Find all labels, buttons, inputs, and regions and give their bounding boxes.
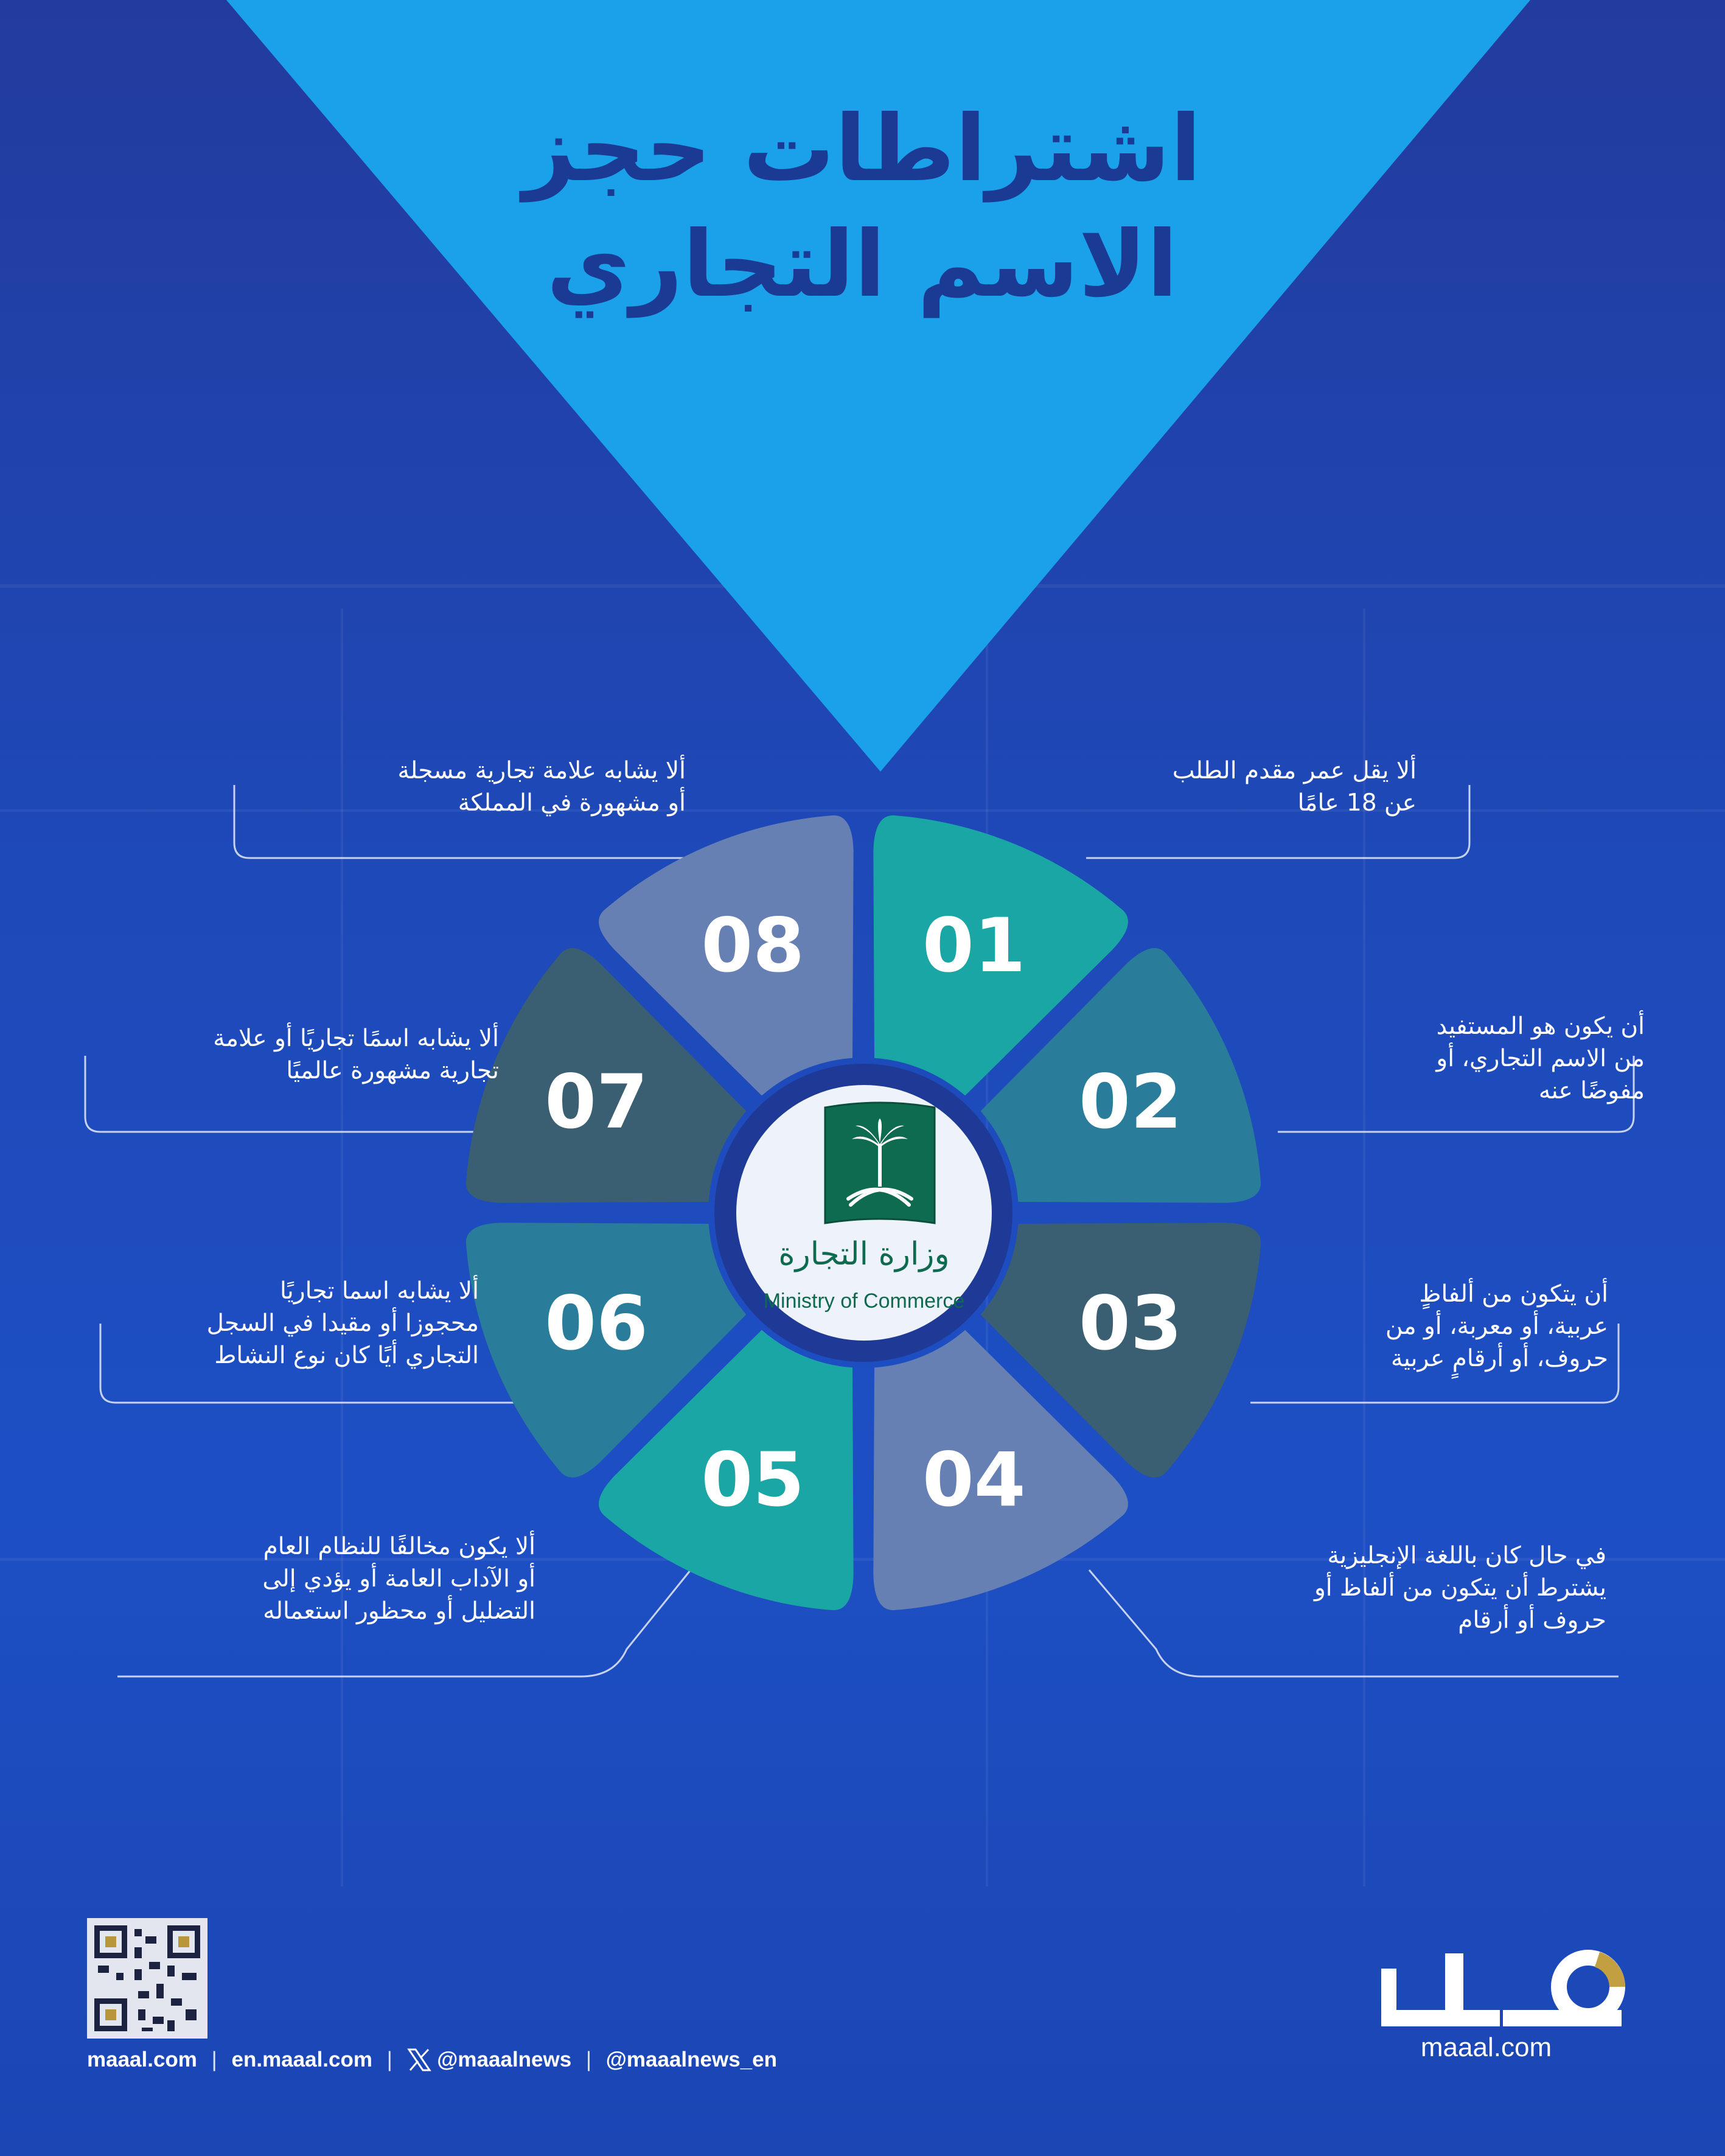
condition-text-line: ألا يقل عمر مقدم الطلب (1172, 757, 1417, 784)
condition-text-line: أن يتكون من ألفاظٍ (1419, 1280, 1608, 1308)
condition-text-line: أو الآداب العامة أو يؤدي إلى (262, 1565, 535, 1593)
condition-text-line: حروف أو أرقام (1458, 1607, 1606, 1634)
site-link[interactable]: maaal.com (87, 2047, 197, 2071)
ministry-name-english: Ministry of Commerce (763, 1289, 965, 1313)
condition-text-line: يشترط أن يتكون من ألفاظ أو (1314, 1574, 1606, 1602)
segment-number-01: 01 (922, 902, 1026, 989)
title-line-2: الاسم التجاري (546, 212, 1178, 318)
condition-text-line: عن 18 عامًا (1297, 789, 1417, 817)
condition-text-line: ألا يكون مخالفًا للنظام العام (263, 1533, 535, 1560)
condition-text-line: مفوضًا عنه (1538, 1077, 1645, 1104)
condition-02-text (1436, 1010, 1645, 1107)
condition-04-text (1314, 1540, 1606, 1636)
condition-text-line: أن يكون هو المستفيد (1436, 1013, 1645, 1040)
ministry-emblem-icon (820, 1101, 939, 1235)
twitter-handle[interactable]: @maaalnews (437, 2047, 572, 2071)
condition-text-line: ألا يشابه اسمًا تجاريًا أو علامة (213, 1025, 499, 1052)
twitter-handle-en[interactable]: @maaalnews_en (605, 2047, 777, 2071)
condition-text-line: تجارية مشهورة عالميًا (286, 1057, 499, 1084)
condition-08-text (398, 755, 686, 819)
separator: | (585, 2047, 592, 2071)
site-en-link[interactable]: en.maaal.com (231, 2047, 372, 2071)
maaal-logo (1381, 1941, 1649, 2026)
condition-01-text (1173, 755, 1417, 819)
condition-text-line: محجوزا أو مقيدا في السجل (206, 1310, 479, 1337)
segment-number-08: 08 (701, 902, 805, 989)
footer-links (87, 2043, 777, 2074)
condition-03-text (1385, 1278, 1608, 1375)
segment-number-07: 07 (545, 1059, 649, 1146)
condition-text-line: ألا يشابه اسما تجاريًا (280, 1277, 479, 1305)
segment-number-04: 04 (922, 1436, 1026, 1523)
condition-07-text (213, 1022, 499, 1087)
condition-text-line: من الاسم التجاري، أو (1436, 1045, 1645, 1072)
condition-05-text (262, 1530, 535, 1627)
separator: | (386, 2047, 392, 2071)
condition-06-text (207, 1275, 479, 1372)
brand-url: maaal.com (1420, 2032, 1552, 2062)
x-logo-icon (407, 2048, 431, 2071)
segment-number-02: 02 (1078, 1059, 1182, 1146)
segment-number-05: 05 (701, 1436, 805, 1523)
segment-number-06: 06 (545, 1280, 649, 1367)
title-line-1: اشتراطات حجز (523, 96, 1202, 202)
condition-text-line: التضليل أو محظور استعماله (263, 1597, 535, 1625)
condition-text-line: في حال كان باللغة الإنجليزية (1327, 1542, 1606, 1569)
separator: | (211, 2047, 217, 2071)
condition-text-line: أو مشهورة في المملكة (458, 789, 686, 817)
qr-code[interactable] (87, 1918, 207, 2039)
condition-text-line: عربية، أو معربة، أو من (1385, 1313, 1608, 1340)
segment-number-03: 03 (1078, 1280, 1182, 1367)
ministry-name-arabic: وزارة التجارة (778, 1236, 950, 1272)
condition-text-line: ألا يشابه علامة تجارية مسجلة (397, 757, 686, 784)
condition-text-line: التجاري أيًا كان نوع النشاط (214, 1342, 479, 1369)
condition-text-line: حروف، أو أرقامٍ عربية (1391, 1345, 1608, 1372)
